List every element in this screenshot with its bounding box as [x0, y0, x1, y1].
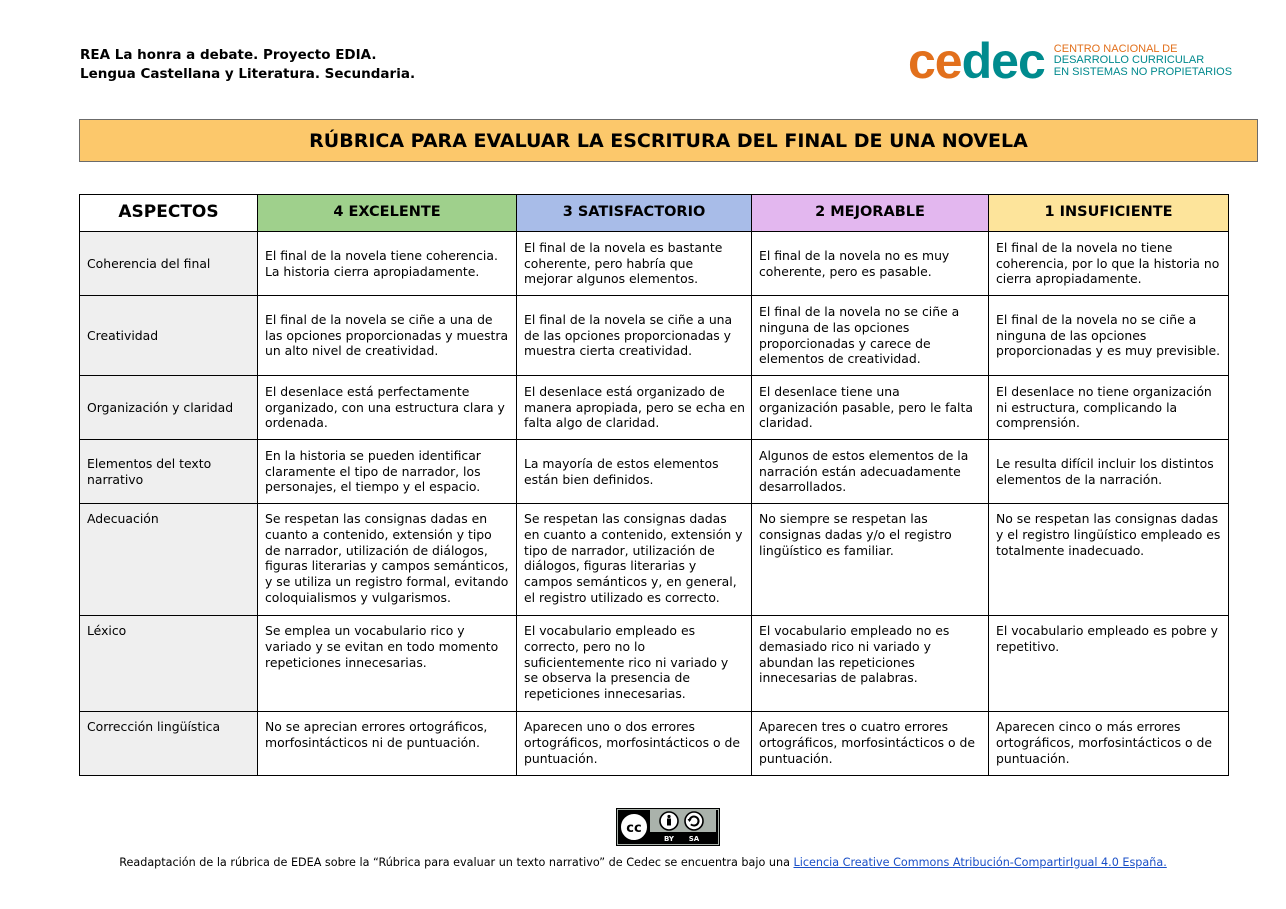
table-cell: El vocabulario empleado es correcto, pero no lo suficientemente rico ni variado y se observa la presencia de repeticiones innecesarias.: [517, 616, 752, 712]
table-cell: Le resulta difícil incluir los distintos elementos de la narración.: [989, 440, 1229, 504]
table-cell: No se respetan las consignas dadas y el registro lingüístico empleado es totalmente inadecuado.: [989, 504, 1229, 616]
aspect-cell: Organización y claridad: [80, 376, 258, 440]
table-cell: El final de la novela no se ciñe a ninguna de las opciones proporcionadas y es muy previsible.: [989, 296, 1229, 376]
document-header: [80, 46, 415, 84]
table-cell: El final de la novela se ciñe a una de las opciones proporcionadas y muestra un alto nivel de creatividad.: [258, 296, 517, 376]
table-cell: El desenlace no tiene organización ni estructura, complicando la comprensión.: [989, 376, 1229, 440]
cedec-logo-wordmark: cedec: [908, 33, 1045, 89]
table-cell: Aparecen tres o cuatro errores ortográficos, morfosintácticos o de puntuación.: [752, 712, 989, 776]
sa-label: SA: [688, 835, 700, 843]
cc-label: cc: [626, 821, 642, 836]
cedec-logo: [908, 33, 1234, 89]
cc-by-sa-badge-icon: [616, 808, 720, 846]
table-cell: El vocabulario empleado no es demasiado rico ni variado y abundan las repeticiones innecesarias de palabras.: [752, 616, 989, 712]
aspect-cell: Elementos del texto narrativo: [80, 440, 258, 504]
table-cell: No se aprecian errores ortográficos, morfosintácticos ni de puntuación.: [258, 712, 517, 776]
table-cell: El vocabulario empleado es pobre y repetitivo.: [989, 616, 1229, 712]
rubric-table: [79, 194, 1229, 776]
table-cell: Algunos de estos elementos de la narración están adecuadamente desarrollados.: [752, 440, 989, 504]
table-cell: Aparecen uno o dos errores ortográficos, morfosintácticos o de puntuación.: [517, 712, 752, 776]
header-line-subject: Lengua Castellana y Literatura. Secundaria.: [80, 66, 416, 82]
table-cell: El final de la novela es bastante coherente, pero habría que mejorar algunos elementos.: [517, 232, 752, 296]
table-cell: Aparecen cinco o más errores ortográficos, morfosintácticos o de puntuación.: [989, 712, 1229, 776]
table-cell: El desenlace tiene una organización pasable, pero le falta claridad.: [752, 376, 989, 440]
column-header-excelente: 4 EXCELENTE: [258, 195, 517, 232]
table-row: [80, 376, 1229, 440]
by-label: BY: [663, 835, 675, 843]
license-footer: [0, 856, 1286, 869]
aspect-cell: Léxico: [80, 616, 258, 712]
table-row: [80, 232, 1229, 296]
license-link[interactable]: Licencia Creative Commons Atribución-CompartirIgual 4.0 España.: [793, 856, 1167, 869]
table-row: [80, 504, 1229, 616]
column-header-aspectos: ASPECTOS: [80, 195, 258, 232]
table-cell: En la historia se pueden identificar claramente el tipo de narrador, los personajes, el tiempo y el espacio.: [258, 440, 517, 504]
table-cell: El desenlace está perfectamente organizado, con una estructura clara y ordenada.: [258, 376, 517, 440]
column-header-mejorable: 2 MEJORABLE: [752, 195, 989, 232]
table-cell: El final de la novela no tiene coherencia, por lo que la historia no cierra apropiadamente.: [989, 232, 1229, 296]
column-header-insuficiente: 1 INSUFICIENTE: [989, 195, 1229, 232]
header-row: [80, 195, 1229, 232]
table-cell: El desenlace está organizado de manera apropiada, pero se echa en falta algo de claridad.: [517, 376, 752, 440]
column-header-satisfactorio: 3 SATISFACTORIO: [517, 195, 752, 232]
table-cell: La mayoría de estos elementos están bien definidos.: [517, 440, 752, 504]
table-cell: Se emplea un vocabulario rico y variado y se evitan en todo momento repeticiones innecesarias.: [258, 616, 517, 712]
table-cell: Se respetan las consignas dadas en cuanto a contenido, extensión y tipo de narrador, utilización de diálogos, figuras literarias y campos semánticos y, en general, el registro utilizado es correcto.: [517, 504, 752, 616]
footer-text: Readaptación de la rúbrica de EDEA sobre la “Rúbrica para evaluar un texto narrativo” de Cedec se encuentra bajo una: [119, 856, 794, 869]
rubric-title: RÚBRICA PARA EVALUAR LA ESCRITURA DEL FINAL DE UNA NOVELA: [79, 119, 1258, 162]
table-cell: El final de la novela no es muy coherente, pero es pasable.: [752, 232, 989, 296]
aspect-cell: Adecuación: [80, 504, 258, 616]
aspect-cell: Creatividad: [80, 296, 258, 376]
table-cell: El final de la novela se ciñe a una de las opciones proporcionadas y muestra cierta creatividad.: [517, 296, 752, 376]
table-cell: Se respetan las consignas dadas en cuanto a contenido, extensión y tipo de narrador, utilización de diálogos, figuras literarias y campos semánticos, y se utiliza un registro formal, evitando coloquialismos y vulgarismos.: [258, 504, 517, 616]
table-cell: No siempre se respetan las consignas dadas y/o el registro lingüístico es familiar.: [752, 504, 989, 616]
aspect-cell: Corrección lingüística: [80, 712, 258, 776]
table-cell: El final de la novela tiene coherencia. La historia cierra apropiadamente.: [258, 232, 517, 296]
table-row: [80, 712, 1229, 776]
table-row: [80, 616, 1229, 712]
cedec-logo-subtitle: CENTRO NACIONAL DE DESARROLLO CURRICULAR EN SISTEMAS NO PROPIETARIOS: [1053, 42, 1233, 78]
aspect-cell: Coherencia del final: [80, 232, 258, 296]
header-line-project: REA La honra a debate. Proyecto EDIA.: [80, 47, 377, 63]
table-row: [80, 440, 1229, 504]
table-row: [80, 296, 1229, 376]
table-cell: El final de la novela no se ciñe a ninguna de las opciones proporcionadas y carece de elementos de creatividad.: [752, 296, 989, 376]
